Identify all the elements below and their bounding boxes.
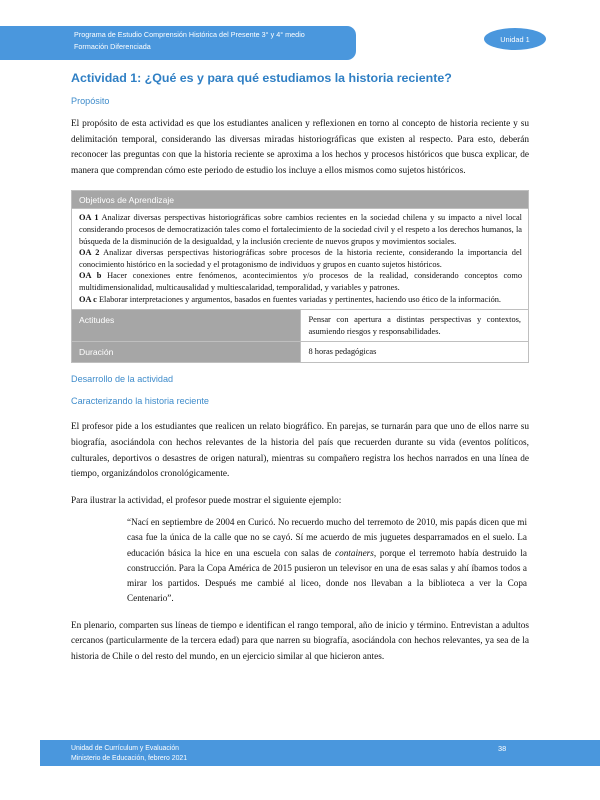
- oa-text: Elaborar interpretaciones y argumentos, basados en fuentes variadas y pertinentes, haciendo uso ético de la información.: [98, 294, 502, 304]
- oa-text: Analizar diversas perspectivas historiográficas sobre cambios recientes en la sociedad chilena y su impacto a nivel local considerando procesos de democratización tales como el fortalecimiento de la sociedad civil y el respeto a los derechos humanos, la búsqueda de la disminución de la desigualdad, y la inclusión creciente de nuevos grupos y movimientos sociales.: [79, 213, 522, 246]
- development-paragraph-2: En plenario, comparten sus líneas de tiempo e identifican el rango temporal, año de inicio y término. Entrevistan a adultos cercanos (particularmente de la tercera edad) para que narren su biografía, asociándola con hechos relevantes, ya sea de la historia de Chile o del resto del mundo, en un ejercicio similar al que hicieron antes.: [71, 620, 529, 662]
- development-paragraph-1: El profesor pide a los estudiantes que realicen un relato biográfico. En parejas, se turnarán para que uno de ellos narre su biografía, asociándola con hechos relevantes de la historia del país que recuerden durante su vida (eventos políticos, culturales, deportivos o desastres de origen natural), mientras su compañero registra los hechos narrados en una línea de tiempo, organizándolos cronológicamente.: [71, 422, 529, 480]
- purpose-heading: Propósito: [71, 96, 110, 106]
- footer-text: [71, 744, 187, 764]
- quote-italic-term: containers: [335, 547, 374, 558]
- duration-label: Duración: [72, 342, 301, 363]
- objectives-table: [71, 190, 529, 363]
- quote-part-1: “Nací en septiembre de 2004 en Curicó. No recuerdo mucho del terremoto de 2010, mis papás dicen que mi casa fue la única de la calle que no se cayó. Sí me acuerdo de mis juguetes desparramados en el suelo. La educación básica la hice en una escuela con salas de: [127, 517, 527, 558]
- oa-text: Analizar diversas perspectivas historiográficas sobre procesos de la historia reciente, considerando la importancia del conocimiento histórico en la sociedad y el protagonismo de individuos y grupos en cuanto sujetos históricos.: [79, 248, 522, 269]
- attitudes-value: Pensar con apertura a distintas perspectivas y contextos, asumiendo riesgos y responsabilidades.: [300, 310, 529, 342]
- header-band-text: [74, 29, 374, 52]
- oa-text: Hacer conexiones entre fenómenos, acontecimientos y/o procesos de la realidad, considerando conceptos como multidimensionalidad, multicausalidad y multiescalaridad, temporalidad, y variables y patrones.: [79, 271, 522, 292]
- list-item: [79, 270, 522, 293]
- page-number: 38: [498, 744, 507, 753]
- page-title: Actividad 1: ¿Qué es y para qué estudiamos la historia reciente?: [71, 71, 452, 85]
- purpose-paragraph: El propósito de esta actividad es que los estudiantes analicen y reflexionen en torno al concepto de historia reciente y su delimitación temporal, considerando las diversas miradas historiográficas que existen al respecto. Para esto, deberán reconocer las preguntas con que la historia reciente se aproxima a los hechos y procesos históricos que busca explicar, de manera que comprendan cómo este periodo de estudio los incluye a ellos mismos como sujetos históricos.: [71, 119, 529, 176]
- document-content: [71, 70, 529, 676]
- footer-line-1: Unidad de Currículum y Evaluación: [71, 745, 180, 752]
- table-row-duration: [72, 342, 529, 363]
- objectives-list: [72, 209, 529, 310]
- oa-code: OA 2: [79, 248, 100, 258]
- table-row-objectives-body: [72, 209, 529, 310]
- list-item: [79, 212, 522, 247]
- example-lead-in: Para ilustrar la actividad, el profesor puede mostrar el siguiente ejemplo:: [71, 495, 342, 506]
- header-line-1: Programa de Estudio Comprensión Histórica del Presente 3° y 4° medio: [74, 30, 305, 39]
- list-item: [79, 294, 522, 306]
- example-quote: [71, 515, 529, 606]
- table-row-objectives-header: [72, 191, 529, 209]
- unit-badge: Unidad 1: [484, 28, 546, 50]
- oa-code: OA 1: [79, 213, 99, 223]
- oa-code: OA b: [79, 271, 102, 281]
- duration-value: 8 horas pedagógicas: [300, 342, 529, 363]
- oa-code: OA c: [79, 294, 97, 304]
- objectives-table-header: Objetivos de Aprendizaje: [72, 191, 529, 209]
- list-item: [79, 247, 522, 270]
- table-row-attitudes: [72, 310, 529, 342]
- header-line-2: Formación Diferenciada: [74, 41, 151, 51]
- footer-line-2: Ministerio de Educación, febrero 2021: [71, 755, 188, 762]
- development-subheading: Caracterizando la historia reciente: [71, 396, 209, 407]
- attitudes-label: Actitudes: [72, 310, 301, 342]
- development-heading: Desarrollo de la actividad: [71, 374, 174, 385]
- quote-part-2: , porque el terremoto había destruido la construcción. Para la Copa América de 2015 pusieron un televisor en una de esas salas y ahí íbamos todos a mirar los partidos. Después me cambié al liceo, donde nos llevaban a la biblioteca a ver la Copa Centenario”.: [127, 547, 527, 604]
